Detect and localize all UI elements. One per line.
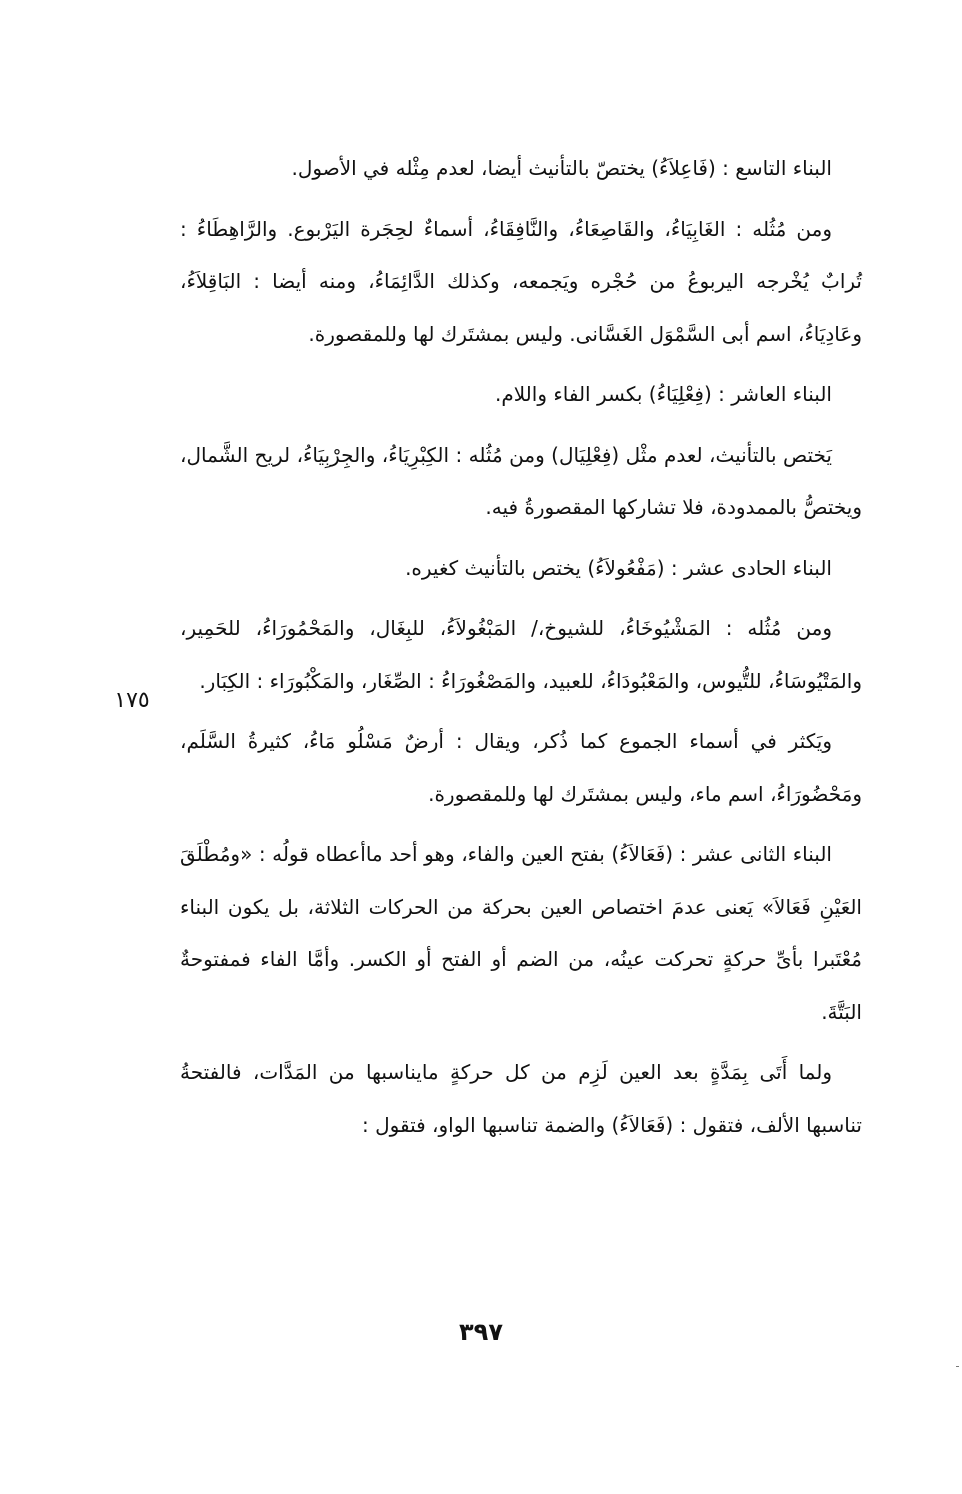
paragraph-twelfth-form: البناء الثانى عشر : (فَعَالاَءُ) بفتح العين والفاء، وهو أحد ماأعطاه قولُه : «ومُطْلَقَ العَيْنِ فَعَالاَ» يَعنى عدمَ اختصاص العين بحركة من الحركات الثلاثة، بل يكون البناء مُعْتَبرا بأىِّ حركةٍ تحركت عينُه، من الضم أو الفتح أو الكسر. وأمَّا الفاء فمفتوحةٌ البَتَّةَ.: [180, 842, 862, 1024]
paragraph-ninth-examples: ومن مُثُله : الغَابِيَاءُ، والقَاصِعَاءُ، والنَّافِقَاءُ، أسماءٌ لحِجَرة اليَرْبوع. والرَّاهِطَاءُ : تُرابٌ يُخْرجه اليربوعُ من حُجْره ويَجمعه، وكذلك الدَّائِمَاءُ، ومنه أيضا : البَاقِلاَءُ، وعَادِيَاءُ، اسم أبى السَّمْوَل الغَسَّانى. وليس بمشتَرك لها وللمقصورة.: [180, 216, 862, 346]
margin-page-reference: ١٧٥: [114, 688, 150, 713]
paragraph-tenth-examples: يَختص بالتأنيث، لعدم مثْل (فِعْلِيَال) ومن مُثُله : الكِبْرِيَاءُ، والجِرْبِيَاءُ، لريح الشَّمال، ويختصُّ بالممدودة، فلا تشاركها المقصورةُ فيه.: [180, 442, 862, 519]
paragraph-ninth-form: البناء التاسع : (فَاعِلاَءُ) يختصّ بالتأنيث أيضا، لعدم مِثْله في الأصول.: [291, 156, 832, 180]
paragraph-plural-names: ويَكثر في أسماء الجموع كما ذُكر، ويقال : أرضٌ مَسْلُو مَاءُ، كثيرةُ السَّلَم، ومَحْضُورَاءُ، اسم ماء، وليس بمشتَرك لها وللمقصورة.: [180, 729, 862, 806]
paragraph-madda-vowels: ولما أَتَى بِمَدَّةٍ بعد العين لَزِم من كل حركةٍ مايناسبها من المَدَّات، فالفتحةُ تناسبها الألف، فتقول : (فَعَالاَءُ) والضمة تناسبها الواو، فتقول :: [180, 1060, 862, 1137]
scan-edge-mark: [956, 1366, 959, 1367]
paragraph-eleventh-examples: ومن مُثُله : المَشْيُوخَاءُ، للشيوخ،/ المَبْغُولاَءُ، للبِغَال، والمَحْمُورَاءُ، للحَمِير، والمَتْيُوسَاءُ، للتُّيوس، والمَعْبُودَاءُ، للعبيد، والمَصْغُورَاءُ : الصِّغَار، والمَكْبُورَاء : الكِبَار.: [180, 616, 862, 693]
page-number: ٣٩٧: [459, 1318, 503, 1346]
body-text: [180, 142, 862, 1159]
paragraph-tenth-form: البناء العاشر : (فِعْلِيَاءُ) بكسر الفاء واللام.: [495, 382, 832, 406]
paragraph-eleventh-form: البناء الحادى عشر : (مَفْعُولاَءُ) يختص بالتأنيث كغيره.: [405, 555, 832, 580]
